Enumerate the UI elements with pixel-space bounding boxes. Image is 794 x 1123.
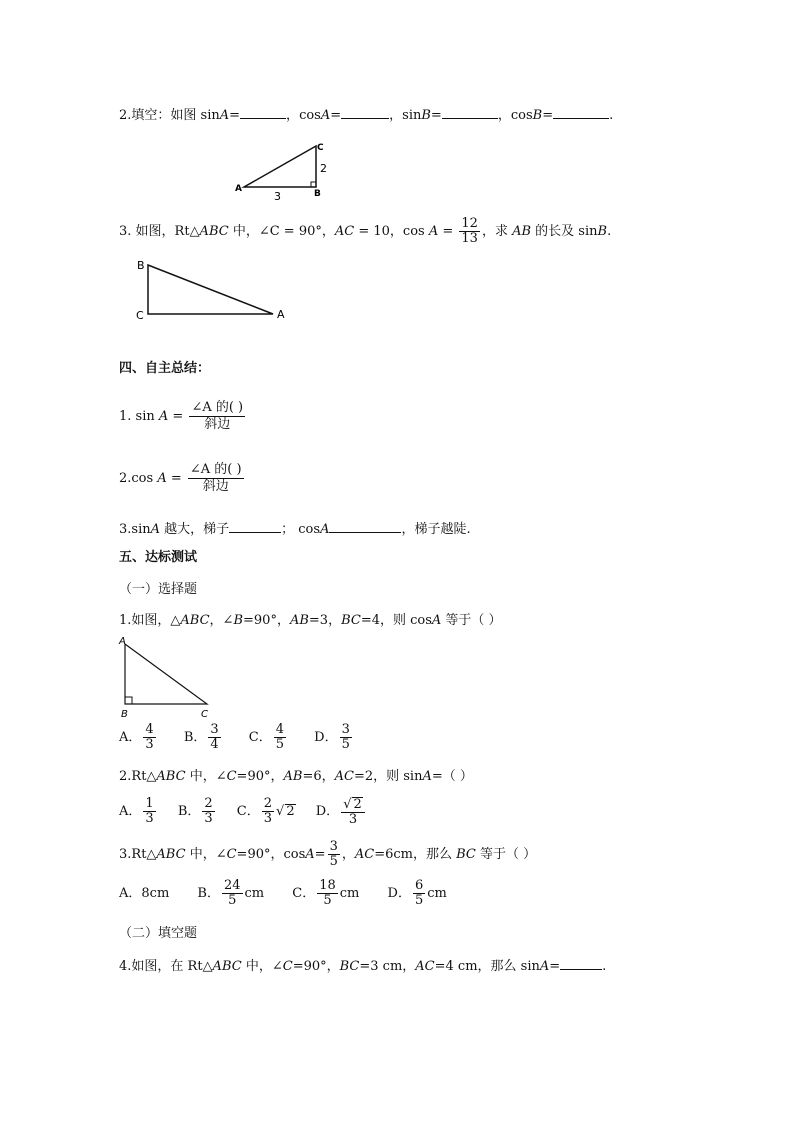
blank-cosB[interactable] [553,106,609,119]
triangle-shape-2 [148,265,273,314]
triangle-figure-1 [230,138,340,206]
option-b[interactable]: B． $\frac{2}{3}$ [177,796,213,826]
fraction-12-13: $\frac{12}{13}$ [461,216,478,246]
test-question-2-options [119,795,383,829]
vertex-label-A: A [277,308,285,321]
summary-heading: 四、自主总结： [119,361,211,376]
vertex-label-B: B [121,709,128,720]
vertex-label-C: C [201,709,208,720]
triangle-figure-3 [115,634,220,720]
test-question-4: 4.如图，在 Rt△ABC 中，∠C=90°，BC=3 cm，AC=4 cm，那么 sinA= . [119,959,607,974]
summary-item-2: 2.cos A = $\frac{\text{∠A 的( )}}{\text{斜边}}$ [119,462,242,494]
blank-ladder-2[interactable] [329,520,401,533]
vertex-label-C: C [136,309,144,322]
test-question-1: 1.如图，△ABC，∠B=90°，AB=3，BC=4，则 cosA 等于（ ） [119,613,502,628]
vertex-label-B: B [137,259,145,272]
side-length-bc: 2 [320,162,327,175]
vertex-label-A: A [235,184,242,194]
option-a[interactable]: A． $\frac{4}{3}$ [119,722,154,752]
vertex-label-C: C [317,143,324,153]
option-c[interactable]: C． $\frac{18}{5}$ cm [292,878,360,908]
triangle-shape-3 [125,644,207,704]
option-b[interactable]: B． $\frac{24}{5}$ cm [197,878,265,908]
blank-sinB[interactable] [442,106,498,119]
vertex-label-A: A [119,636,126,647]
section-fill-heading: （二）填空题 [119,926,198,941]
blank-sinA-answer[interactable] [560,957,602,970]
right-angle-marker-3 [125,697,132,704]
triangle-figure-2 [130,256,300,328]
test-heading: 五、达标测试 [119,550,198,565]
test-question-3-options [119,877,463,911]
vertex-label-B: B [314,189,321,199]
summary-item-3: 3.sinA 越大，梯子 ； cosA ，梯子越陡. [119,522,471,537]
blank-ladder-1[interactable] [229,520,281,533]
option-a[interactable]: A． $\frac{1}{3}$ [119,796,154,826]
question-2-line: 2.填空：如图 sinA= ，cosA= ，sinB= ，cosB= . [119,108,614,123]
side-length-ab: 3 [274,190,281,203]
option-d[interactable]: D． $\frac{3}{5}$ [314,722,350,752]
option-c[interactable]: C． $\frac{4}{5}$ [248,722,285,752]
option-b[interactable]: B． $\frac{3}{4}$ [183,722,219,752]
test-question-3: 3.Rt△ABC 中，∠C=90°，cosA= $\frac{3}{5}$ ，AC=6cm，那么 BC 等于（ ） [119,839,537,869]
question-3-line: 3. 如图，Rt△ABC 中，∠C = 90°，AC = 10，cos A = $\frac{12}{13}$ ，求 AB 的长及 sinB. [119,216,612,246]
option-d[interactable]: D． $\frac{√ 2}{3}$ [316,795,367,829]
blank-sinA[interactable] [240,106,286,119]
fraction-cos-definition: $\frac{\text{∠A 的( )}}{\text{斜边}}$ [189,462,242,494]
triangle-shape-1 [244,146,316,187]
blank-cosA[interactable] [341,106,389,119]
option-a[interactable]: A．8cm [119,886,170,901]
test-question-2: 2.Rt△ABC 中，∠C=90°，AB=6，AC=2，则 sinA=（ ） [119,769,473,784]
section-choice-heading: （一）选择题 [119,582,198,597]
test-question-1-options [119,721,370,755]
fraction-sin-definition: $\frac{\text{∠A 的( )}}{\text{斜边}}$ [191,400,244,432]
summary-item-1: 1. sin A = $\frac{\text{∠A 的( )}}{\text{斜边}}$ [119,400,244,432]
option-d[interactable]: D． $\frac{6}{5}$ cm [387,878,447,908]
option-c[interactable]: C． $\frac{2}{3}$ √ 2 [236,796,295,826]
